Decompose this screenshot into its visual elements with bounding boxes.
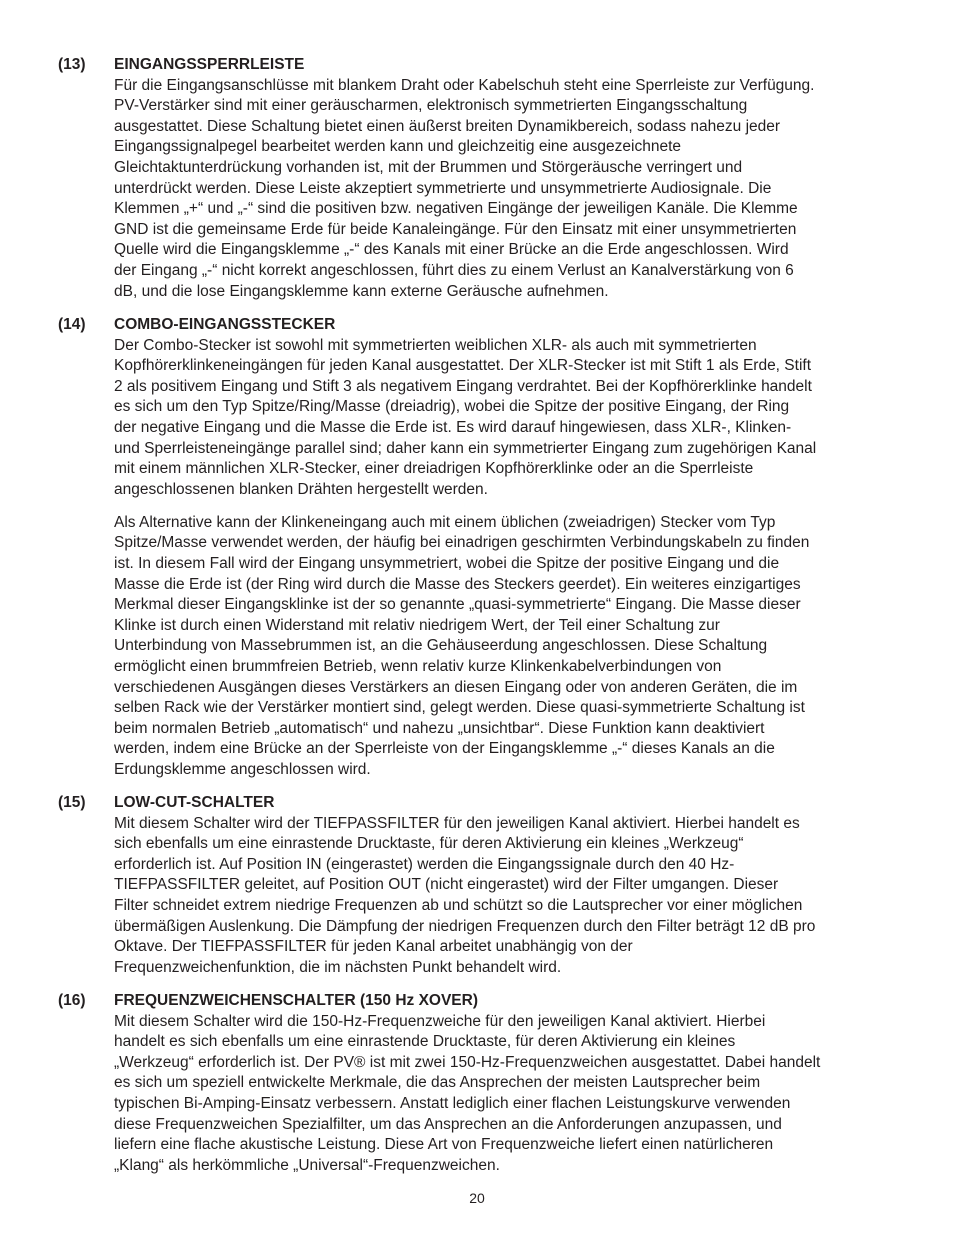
text-line: der negative Eingang und die Masse die Erde ist. Es wird darauf hingewiesen, dass XLR-, Klinken- bbox=[114, 418, 792, 436]
text-line: typischen Bi-Amping-Einsatz verbessern. Anstatt lediglich einer flachen Leistungskurve verwenden bbox=[114, 1094, 791, 1112]
section-body bbox=[114, 336, 900, 781]
section-title: COMBO-EINGANGSSTECKER bbox=[114, 316, 336, 333]
text-line: Klinke ist durch einen Widerstand mit relativ niedrigem Wert, der Teil einer Schaltung zur bbox=[114, 616, 720, 634]
text-line: liefern eine flache akustische Leistung. Diese Art von Frequenzweiche liefert einen natürlicheren bbox=[114, 1136, 774, 1154]
section-body bbox=[114, 1012, 900, 1177]
text-line: „Werkzeug“ erforderlich ist. Der PV® ist mit zwei 150-Hz-Frequenzweichen ausgestattet. Dabei handelt bbox=[114, 1053, 821, 1071]
text-line: GND ist die gemeinsame Erde für beide Kanaleingänge. Für den Einsatz mit einer unsymmetrierten bbox=[114, 220, 797, 238]
text-line: diese Frequenzweichen Spezialfilter, um das Ansprechen an die Anforderungen anzupassen, und bbox=[114, 1115, 782, 1133]
text-line: und Sperrleisteneingänge parallel sind; daher kann ein symmetrierter Eingang zum zugehörigen Kanal bbox=[114, 439, 817, 457]
text-line: unterdrückt werden. Diese Leiste akzeptiert symmetrierte und unsymmetrierte Audiosignale. Die bbox=[114, 179, 772, 197]
text-line: der Eingang „-“ nicht korrekt angeschlossen, führt dies zu einem Verlust an Kanalverstärkung von 6 bbox=[114, 261, 794, 279]
text-line: Oktave. Der TIEFPASSFILTER für jeden Kanal arbeitet unabhängig von der bbox=[114, 938, 633, 956]
text-line: Unterbindung von Massebrummen ist, an die Gehäuseerdung angeschlossen. Diese Schaltung bbox=[114, 637, 768, 655]
text-line: Spitze/Masse verwendet werden, der häufig bei einadrigen geschirmten Verbindungskabeln zu finden bbox=[114, 534, 810, 552]
page-number: 20 bbox=[469, 1190, 485, 1206]
section-title: FREQUENZWEICHENSCHALTER (150 Hz XOVER) bbox=[114, 992, 478, 1009]
text-line: Filter schneidet extrem niedrige Frequenzen ab und schützt so die Lautsprecher vor einer möglichen bbox=[114, 896, 803, 914]
text-line: ist. In diesem Fall wird der Eingang unsymmetriert, wobei die Spitze der positive Eingang und die bbox=[114, 555, 780, 573]
text-line: dB, und die lose Eingangsklemme kann externe Geräusche aufnehmen. bbox=[114, 282, 609, 300]
paragraph bbox=[114, 1012, 900, 1177]
text-line: TIEFPASSFILTER geleitet, auf Position OUT (nicht eingerastet) wird der Filter umgangen. Dieser bbox=[114, 876, 779, 894]
text-line: Merkmal dieser Eingangsklinke ist der so genannte „quasi-symmetrierte“ Eingang. Die Masse dieser bbox=[114, 596, 801, 614]
text-line: werden, indem eine Brücke an der Sperrleiste von der Eingangsklemme „-“ dieses Kanals an die bbox=[114, 740, 775, 758]
text-line: verschiedenen Ausgängen dieses Verstärkers an diesen Eingang oder von anderen Geräten, die im bbox=[114, 678, 798, 696]
text-line: erforderlich ist. Auf Position IN (eingerastet) werden die Eingangssignale durch den 40 Hz- bbox=[114, 855, 735, 873]
section-body bbox=[114, 76, 900, 303]
text-line: es sich um speziell entwickelte Merkmale, die das Ansprechen der meisten Lautsprecher beim bbox=[114, 1074, 761, 1092]
paragraph bbox=[114, 336, 900, 501]
paragraph bbox=[114, 513, 900, 781]
text-line: beim normalen Betrieb „automatisch“ und nahezu „unsichtbar“. Diese Funktion kann deaktiviert bbox=[114, 719, 765, 737]
section-number: (15) bbox=[58, 794, 86, 811]
text-line: Der Combo-Stecker ist sowohl mit symmetrierten weiblichen XLR- als auch mit symmetrierten bbox=[114, 336, 757, 354]
text-line: selben Rack wie der Verstärker montiert sind, gelegt werden. Diese quasi-symmetrierte Schaltung ist bbox=[114, 699, 805, 717]
text-line: PV-Verstärker sind mit einer geräuscharmen, elektronisch symmetrierten Eingangsschaltung bbox=[114, 97, 748, 115]
section-number: (16) bbox=[58, 992, 86, 1009]
text-line: „Klang“ als herkömmliche „Universal“-Frequenzweichen. bbox=[114, 1156, 500, 1174]
text-line: Mit diesem Schalter wird der TIEFPASSFILTER für den jeweiligen Kanal aktiviert. Hierbei handelt es bbox=[114, 814, 800, 832]
text-line: Quelle wird die Eingangsklemme „-“ des Kanals mit einer Brücke an die Erde angeschlossen. Wird bbox=[114, 241, 789, 259]
text-line: handelt es sich ebenfalls um eine einrastende Drucktaste, für deren Aktivierung ein kleines bbox=[114, 1033, 736, 1051]
text-line: Eingangssignalpegel bearbeitet werden kann und gleichzeitig eine ausgezeichnete bbox=[114, 138, 682, 156]
section-body bbox=[114, 814, 900, 979]
text-line: Klemmen „+“ und „-“ sind die positiven bzw. negativen Eingänge der jeweiligen Kanäle. Die Klemme bbox=[114, 200, 798, 218]
text-line: Als Alternative kann der Klinkeneingang auch mit einem üblichen (zweiadrigen) Stecker vom Typ bbox=[114, 513, 776, 531]
paragraph bbox=[114, 814, 900, 979]
text-line: Masse die Erde ist (der Ring wird durch die Masse des Steckers geerdet). Ein weiteres einzigartiges bbox=[114, 575, 801, 593]
text-line: Mit diesem Schalter wird die 150-Hz-Frequenzweiche für den jeweiligen Kanal aktiviert. Hierbei bbox=[114, 1012, 766, 1030]
text-line: Kopfhörerklinkeneingängen für jeden Kanal ausgestattet. Der XLR-Stecker ist mit Stift 1 als Erde, Stift bbox=[114, 357, 812, 375]
text-line: 2 als positivem Eingang und Stift 3 als negativem Eingang verdrahtet. Bei der Kopfhörerklinke handelt bbox=[114, 377, 812, 395]
text-line: es sich um den Typ Spitze/Ring/Masse (dreiadrig), wobei die Spitze der positive Eingang, der Ring bbox=[114, 398, 790, 416]
section-number: (14) bbox=[58, 316, 86, 333]
section-number: (13) bbox=[58, 56, 86, 73]
text-line: Frequenzweichenfunktion, die im nächsten Punkt behandelt wird. bbox=[114, 958, 562, 976]
text-line: mit einem männlichen XLR-Stecker, einer dreiadrigen Kopfhörerklinke oder an die Sperrleiste bbox=[114, 460, 754, 478]
text-line: übermäßigen Auslenkung. Die Dämpfung der niedrigen Frequenzen durch den Filter beträgt 12 dB pro bbox=[114, 917, 816, 935]
text-line: angeschlossenen blanken Drähten hergestellt werden. bbox=[114, 480, 488, 498]
paragraph bbox=[114, 76, 900, 303]
text-line: Erdungsklemme angeschlossen wird. bbox=[114, 760, 371, 778]
text-line: sich ebenfalls um eine einrastende Drucktaste, für deren Aktivierung ein kleines „Werkzeug“ bbox=[114, 835, 744, 853]
text-line: ausgestattet. Diese Schaltung bietet einen äußerst breiten Dynamikbereich, sodass nahezu jeder bbox=[114, 117, 781, 135]
text-line: Gleichtaktunterdrückung vorhanden ist, mit der Brummen und Störgeräusche verringert und bbox=[114, 158, 743, 176]
section-title: LOW-CUT-SCHALTER bbox=[114, 794, 275, 811]
text-line: ermöglicht einen brummfreien Betrieb, wenn relativ kurze Klinkenkabelverbindungen von bbox=[114, 658, 722, 675]
section-title: EINGANGSSPERRLEISTE bbox=[114, 56, 305, 73]
text-line: Für die Eingangsanschlüsse mit blankem Draht oder Kabelschuh steht eine Sperrleiste zur Verfügung. bbox=[114, 76, 815, 94]
